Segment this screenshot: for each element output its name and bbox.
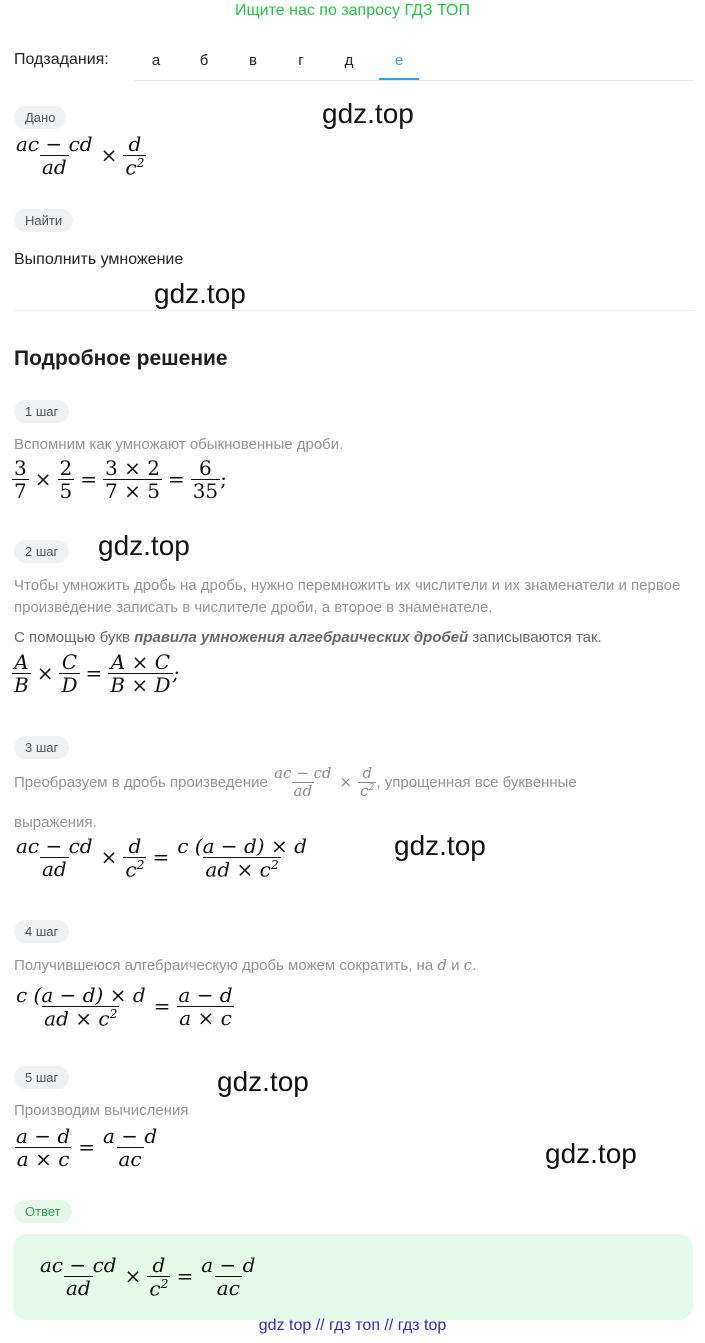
tab-a[interactable]: а xyxy=(151,52,161,69)
watermark: gdz.top xyxy=(154,278,246,309)
find-text: Выполнить умножение xyxy=(14,251,184,268)
answer-badge: Ответ xyxy=(14,1200,72,1223)
step-2-text: Чтобы умножить дробь на дробь, нужно перемножить их числители и их знаменатели и первое произведение записать в числителе дроби, а второе в знаменателе. xyxy=(14,577,681,616)
tab-d[interactable]: д xyxy=(344,52,354,69)
step-1-formula: $\frac{3}{7}$ × $\frac{2}{5}$ = $\frac{3 \times 2}{7 \times 5}$ = $\frac{6}{35}$ ; xyxy=(14,456,227,503)
watermark: gdz.top xyxy=(394,830,486,861)
answer-formula: $\frac{ac - cd}{ad}$ × $\frac{d}{c^2}$ = $\frac{a - d}{ac}$ xyxy=(40,1253,256,1301)
tab-b[interactable]: б xyxy=(199,52,209,69)
watermark: gdz.top xyxy=(322,98,414,129)
step-2-badge: 2 шаг xyxy=(14,540,69,563)
step-5-text: Производим вычисления xyxy=(14,1102,189,1119)
step-5-formula: $\frac{a - d}{a \times c}$ = $\frac{a - d}{ac}$ xyxy=(16,1124,158,1171)
watermark: gdz.top xyxy=(98,530,190,561)
step-2-text2: С помощью букв правила умножения алгебраических дробей записываются так. xyxy=(14,629,602,646)
tab-e[interactable]: е xyxy=(379,52,419,69)
footer-links[interactable]: gdz top // гдз топ // гдз top xyxy=(258,1317,447,1334)
given-badge: Дано xyxy=(14,106,66,129)
subtasks-label: Подзадания: xyxy=(14,51,109,68)
subtask-tabs xyxy=(134,40,694,81)
watermark: gdz.top xyxy=(545,1138,637,1169)
find-badge: Найти xyxy=(14,209,73,232)
step-1-text: Вспомним как умножают обыкновенные дроби. xyxy=(14,436,344,453)
step-4-formula: $\frac{c (a - d) \times d}{ad \times c^2}$ = $\frac{a - d}{a \times c}$ xyxy=(16,983,233,1031)
step-4-badge: 4 шаг xyxy=(14,920,69,943)
divider xyxy=(14,310,694,311)
step-3-badge: 3 шаг xyxy=(14,736,69,759)
step-1-badge: 1 шаг xyxy=(14,400,69,423)
watermark: gdz.top xyxy=(217,1066,309,1097)
step-3-formula: $\frac{ac - cd}{ad}$ × $\frac{d}{c^2}$ = $\frac{c (a - d) \times d}{ad \times c^2}$ xyxy=(16,834,307,882)
solution-title: Подробное решение xyxy=(14,347,228,370)
top-banner: Ищите нас по запросу ГДЗ ТОП xyxy=(235,2,470,19)
step-4-text: Получившеюся алгебраическую дробь можем сократить, на d и c. xyxy=(14,956,477,974)
step-3-text: Преобразуем в дробь произведение $\frac{ac - cd}{ad}$ × $\frac{d}{c^2}$ , упрощенная все буквенные xyxy=(14,764,577,800)
tab-g[interactable]: г xyxy=(298,52,304,69)
tab-v[interactable]: в xyxy=(249,52,257,69)
step-3-text-line2: выражения. xyxy=(14,814,97,831)
step-2-formula: $\frac{A}{B}$ × $\frac{C}{D}$ = $\frac{A \times C}{B \times D}$ ; xyxy=(14,650,180,697)
given-formula: $\frac{ac - cd}{ad}$ × $\frac{d}{c^2}$ xyxy=(16,132,145,180)
step-5-badge: 5 шаг xyxy=(14,1066,69,1089)
